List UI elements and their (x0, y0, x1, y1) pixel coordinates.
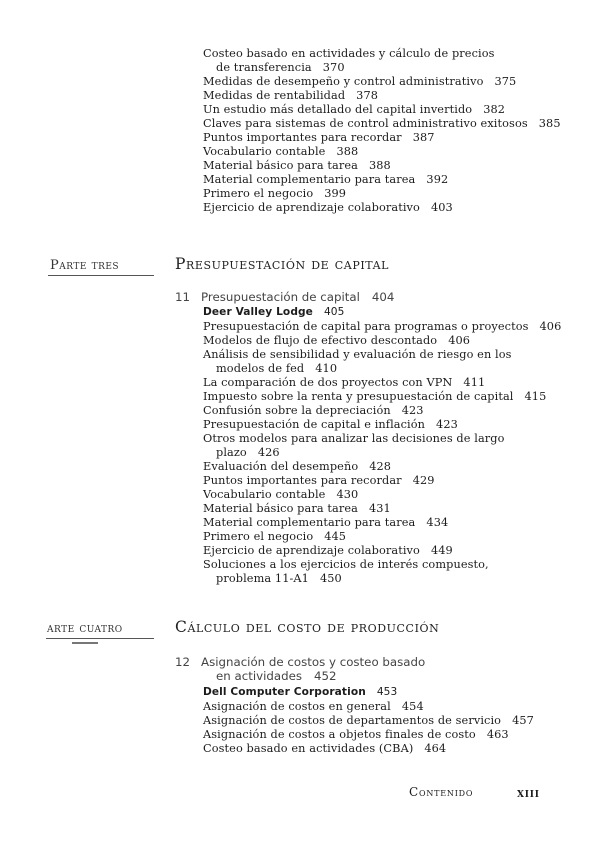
toc-entry: Ejercicio de aprendizaje colaborativo 403 (203, 201, 453, 214)
toc-entry: de transferencia 370 (216, 61, 345, 74)
toc-entry: Análisis de sensibilidad y evaluación de riesgo en los (203, 348, 512, 361)
part-label: Parte tres (50, 258, 120, 273)
toc-case-study: Dell Computer Corporation 453 (203, 686, 398, 698)
chapter-title: Asignación de costos y costeo basado (201, 655, 426, 669)
toc-entry: Puntos importantes para recordar 387 (203, 131, 435, 144)
toc-case-study: Deer Valley Lodge 405 (203, 306, 345, 318)
toc-entry: Presupuestación de capital para programas o proyectos 406 (203, 320, 562, 333)
toc-entry: Primero el negocio 445 (203, 530, 347, 543)
toc-entry: Material básico para tarea 431 (203, 502, 391, 515)
footer-label: Contenido (409, 785, 474, 799)
toc-entry: problema 11-A1 450 (216, 572, 342, 585)
toc-entry: Impuesto sobre la renta y presupuestación de capital 415 (203, 390, 547, 403)
toc-entry: Medidas de rentabilidad 378 (203, 89, 379, 102)
part-divider (46, 638, 154, 639)
toc-entry: Vocabulario contable 388 (203, 145, 359, 158)
part-label: arte cuatro (47, 621, 123, 636)
toc-entry: Costeo basado en actividades y cálculo de precios (203, 47, 495, 60)
toc-entry: plazo 426 (216, 446, 280, 459)
part-divider (48, 275, 154, 276)
toc-entry: Claves para sistemas de control administrativo exitosos 385 (203, 117, 561, 130)
toc-entry: Material complementario para tarea 434 (203, 516, 449, 529)
toc-entry: Soluciones a los ejercicios de interés compuesto, (203, 558, 489, 571)
toc-entry: Puntos importantes para recordar 429 (203, 474, 435, 487)
part-title: Presupuestación de capital (175, 255, 390, 273)
toc-entry: Medidas de desempeño y control administrativo 375 (203, 75, 517, 88)
toc-entry: Material complementario para tarea 392 (203, 173, 449, 186)
chapter-number: 12 (175, 655, 191, 669)
toc-entry: Costeo basado en actividades (CBA) 464 (203, 742, 447, 755)
toc-entry: Asignación de costos a objetos finales de costo 463 (203, 728, 509, 741)
toc-entry: Confusión sobre la depreciación 423 (203, 404, 424, 417)
part-title: Cálculo del costo de producción (175, 618, 440, 636)
toc-entry: Un estudio más detallado del capital invertido 382 (203, 103, 506, 116)
toc-entry: Primero el negocio 399 (203, 187, 347, 200)
toc-entry: La comparación de dos proyectos con VPN 411 (203, 376, 486, 389)
toc-entry: Asignación de costos en general 454 (203, 700, 424, 713)
toc-entry: Presupuestación de capital e inflación 423 (203, 418, 458, 431)
chapter-title-continued: en actividades 452 (216, 669, 337, 683)
chapter-number: 11 (175, 290, 191, 304)
toc-entry: Modelos de flujo de efectivo descontado 406 (203, 334, 471, 347)
toc-entry: Asignación de costos de departamentos de servicio 457 (203, 714, 534, 727)
toc-entry: Vocabulario contable 430 (203, 488, 359, 501)
toc-entry: Otros modelos para analizar las decisiones de largo (203, 432, 505, 445)
toc-entry: Evaluación del desempeño 428 (203, 460, 392, 473)
toc-entry: modelos de fed 410 (216, 362, 338, 375)
toc-entry: Material básico para tarea 388 (203, 159, 391, 172)
page-number: xiii (517, 785, 540, 800)
chapter-title: Presupuestación de capital 404 (201, 290, 395, 304)
part-divider-accent (72, 642, 98, 644)
toc-entry: Ejercicio de aprendizaje colaborativo 449 (203, 544, 453, 557)
